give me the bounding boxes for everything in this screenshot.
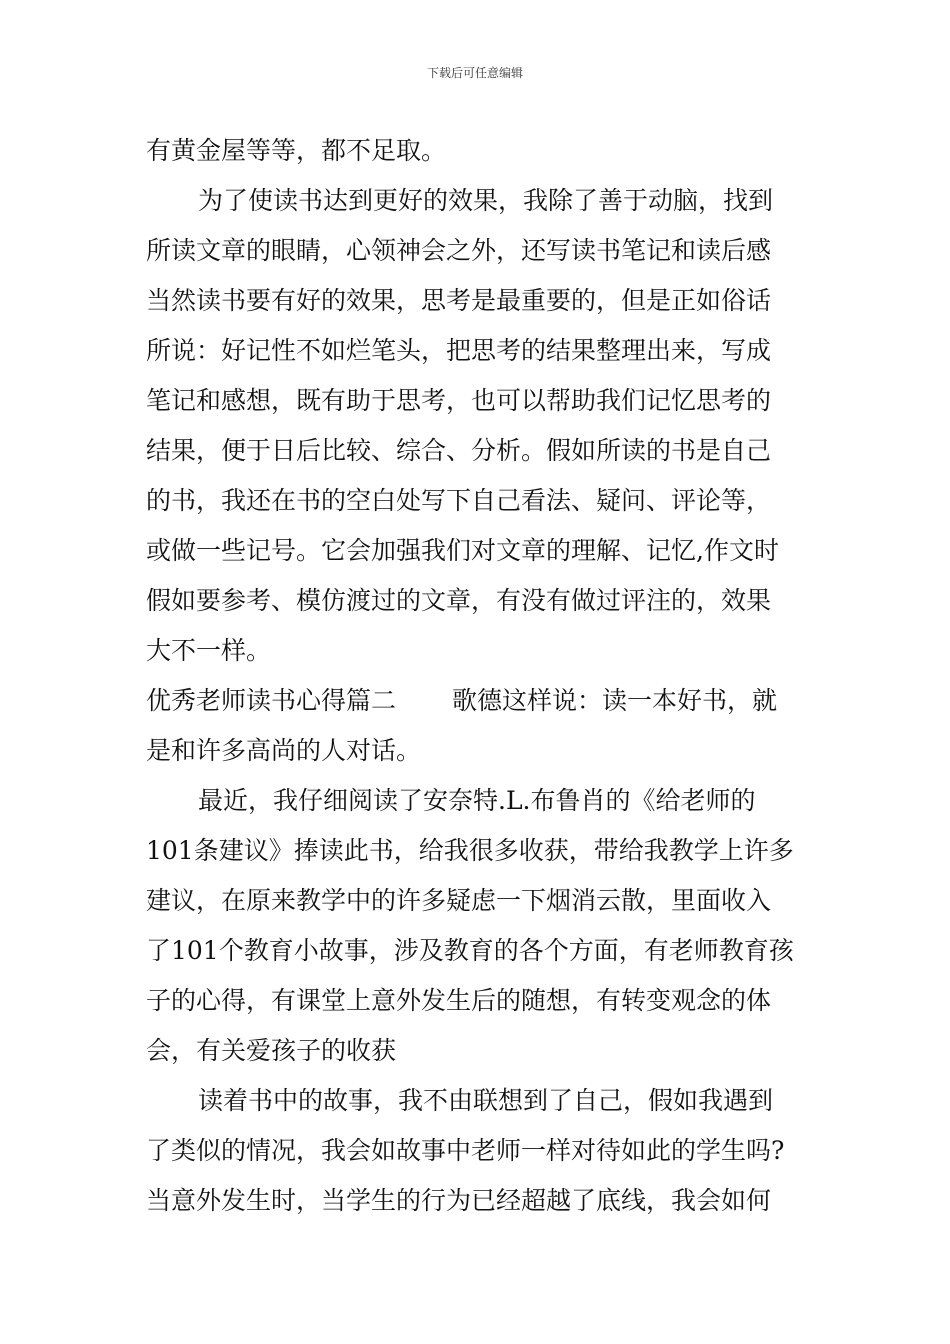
text-line: 是和许多高尚的人对话。 bbox=[146, 736, 422, 765]
page-header: 下载后可任意编辑 bbox=[426, 66, 523, 80]
text-line: 最近，我仔细阅读了安奈特.L.布鲁肖的《给老师的 bbox=[198, 786, 756, 815]
text-line: 笔记和感想，既有助于思考，也可以帮助我们记忆思考的 bbox=[146, 386, 772, 415]
text-line: 所读文章的眼睛，心领神会之外，还写读书笔记和读后感 bbox=[146, 236, 772, 265]
text-line: 有黄金屋等等，都不足取。 bbox=[146, 136, 447, 165]
text-line: 子的心得，有课堂上意外发生后的随想，有转变观念的体 bbox=[146, 986, 772, 1015]
text-line: 建议，在原来教学中的许多疑虑一下烟消云散，里面收入 bbox=[146, 886, 772, 915]
section-heading-line bbox=[146, 676, 808, 726]
text-line: 当然读书要有好的效果，思考是最重要的，但是正如俗话 bbox=[146, 286, 772, 315]
text-line: 结果，便于日后比较、综合、分析。假如所读的书是自己 bbox=[146, 436, 772, 465]
text-line: 读着书中的故事，我不由联想到了自己，假如我遇到 bbox=[198, 1086, 774, 1115]
text-line: 会，有关爱孩子的收获 bbox=[146, 1036, 397, 1065]
text-line: 的书，我还在书的空白处写下自己看法、疑问、评论等， bbox=[146, 486, 772, 515]
text-line: 为了使读书达到更好的效果，我除了善于动脑，找到 bbox=[198, 186, 774, 215]
text-line: 了101个教育小故事，涉及教育的各个方面，有老师教育孩 bbox=[146, 936, 794, 965]
section-title: 优秀老师读书心得篇二 bbox=[146, 686, 397, 715]
text-line: 大不一样。 bbox=[146, 636, 272, 665]
text-line: 101条建议》捧读此书，给我很多收获，带给我教学上许多 bbox=[146, 836, 794, 865]
text-line: 当意外发生时，当学生的行为已经超越了底线，我会如何 bbox=[146, 1186, 772, 1215]
text-line: 所说：好记性不如烂笔头，把思考的结果整理出来，写成 bbox=[146, 336, 772, 365]
text-line: 假如要参考、模仿渡过的文章，有没有做过评注的，效果 bbox=[146, 586, 772, 615]
text-line: 了类似的情况，我会如故事中老师一样对待如此的学生吗? bbox=[146, 1136, 785, 1165]
section-lead: 歌德这样说：读一本好书，就 bbox=[452, 686, 778, 715]
document-body bbox=[146, 126, 808, 1226]
text-line: 或做一些记号。它会加强我们对文章的理解、记忆,作文时 bbox=[146, 536, 779, 565]
